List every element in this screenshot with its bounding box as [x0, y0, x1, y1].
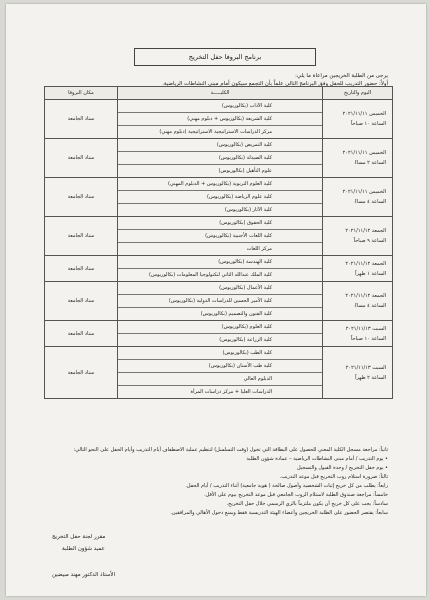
college-name: كلية العلوم (بكالوريوس): [118, 321, 322, 334]
document-page: [6, 4, 426, 596]
note-line: سابعاً: يقتصر الحضور على الطلبة الخريجين وأعضاء الهيئة التدريسية فقط ويمنع دخول الأهالي والمرافقين.: [170, 510, 388, 516]
schedule-table: [44, 86, 393, 399]
college-name: كلية الآثار (بكالوريوس): [224, 207, 272, 213]
day-cell: [323, 256, 393, 282]
note-line: رابعاً: يطلب من كل خريج إثبات الشخصية وأصول صالحة ( هوية جامعية) أثناء التدريب / أيام الحفل.: [185, 483, 388, 489]
college-name: كلية الشريعة (بكالوريوس + دبلوم مهني): [118, 113, 322, 126]
place-cell: ستاد الجامعة: [45, 347, 118, 399]
note-line: خامساً: مراجعة صندوق الطلبة لاستلام الروب الجامعي قبل موعد التخريج بيوم على الأقل.: [204, 492, 388, 498]
table-row: [45, 282, 393, 321]
college-name: كلية الأمير الحسين للدراسات الدولية (بكالوريوس): [118, 295, 322, 308]
table-row: [45, 139, 393, 178]
day-date: الخميس ٢٠٢١/١١/١١: [342, 111, 386, 117]
college-name: الدراسات العليا + مركز دراسات المرأة: [190, 389, 272, 395]
place-cell: ستاد الجامعة: [45, 321, 118, 347]
day-time: الساعة ٤ مساءً: [354, 303, 386, 309]
signature-title: مقرر لجنة حفل التخريج: [52, 534, 106, 540]
college-name: كلية طب الأسنان (بكالوريوس): [118, 360, 322, 373]
note-line: ثانياً: مراجعة مسجل الكلية المعني للحصول على البطاقة التي تخول (وقت التسلسل) لتنظيم عملية الاصطفاف أيام التدريب وأيام الحفل على النحو التالي:: [73, 447, 388, 453]
day-time: الساعة ٢ مساءً: [354, 160, 386, 166]
day-date: السبت ٢٠٢١/١١/١٣: [345, 364, 386, 371]
day-cell: [323, 217, 393, 256]
colleges-cell: [118, 139, 323, 178]
day-date: الجمعة ٢٠٢١/١١/١٢: [345, 228, 386, 234]
colleges-cell: [118, 178, 323, 217]
day-cell: [323, 347, 393, 399]
day-cell: [323, 282, 393, 321]
day-date: الجمعة ٢٠٢١/١١/١٢: [345, 260, 386, 267]
place-cell: ستاد الجامعة: [45, 217, 118, 256]
colleges-cell: [118, 256, 323, 282]
college-name: كلية الصيدلة (بكالوريوس): [118, 152, 322, 165]
college-name: كلية العلوم التربوية (بكالوريوس + الدبلوم المهني): [118, 178, 322, 191]
note-line: • يوم حفل التخريج / وحدة القبول والتسجيل: [297, 465, 388, 471]
document-title: برنامج البروفا حفل التخريج: [134, 48, 316, 66]
note-line: • يوم التدريب / أمام مبنى النشاطات الرياضية – عمادة شؤون الطلبة: [246, 456, 388, 462]
table-row: [45, 217, 393, 256]
note-line: ثالثاً: ضرورة استلام روب التخريج قبل موعد التدريب.: [279, 474, 388, 480]
college-name: كلية التمريض (بكالوريوس): [118, 139, 322, 152]
colleges-cell: [118, 321, 323, 347]
college-name: كلية الملك عبدالله الثاني لتكنولوجيا المعلومات (بكالوريوس): [149, 272, 272, 278]
place-cell: ستاد الجامعة: [45, 100, 118, 139]
table-row: [45, 100, 393, 139]
colleges-cell: [118, 282, 323, 321]
day-date: السبت ٢٠٢١/١١/١٣: [345, 325, 386, 332]
college-name: كلية الزراعة (بكالوريوس): [219, 337, 272, 343]
day-date: الخميس ٢٠٢١/١١/١١: [342, 150, 386, 156]
colleges-cell: [118, 217, 323, 256]
college-name: كلية اللغات الأجنبية (بكالوريوس): [118, 230, 322, 243]
signature-role: عميد شؤون الطلبة: [62, 546, 105, 552]
signature-name: الأستاذ الدكتور مهند مبيضين: [52, 572, 116, 578]
day-cell: [323, 321, 393, 347]
table-row: [45, 256, 393, 282]
college-name: كلية الفنون والتصميم (بكالوريوس): [200, 311, 272, 317]
note-line: سادساً: يجب على كل خريج أن يكون ملتزماً بالزي الرسمي خلال حفل التخريج.: [226, 501, 388, 507]
day-cell: [323, 139, 393, 178]
intro-line: أولاً: حضور التدريب للحفل وفق البرنامج التالي علماً بأن التجمع سيكون أمام مبنى النشاطات الرياضية.: [162, 81, 388, 87]
colleges-cell: [118, 100, 323, 139]
day-date: الجمعة ٢٠٢١/١١/١٢: [345, 293, 386, 299]
place-cell: ستاد الجامعة: [45, 256, 118, 282]
header-colleges: الكليـــــة: [118, 87, 323, 100]
table-row: [45, 178, 393, 217]
day-time: الساعة ١ ظهراً: [355, 270, 386, 277]
day-time: الساعة ٩ صباحاً: [353, 238, 386, 244]
college-name: علوم التأهيل (بكالوريوس): [218, 168, 272, 174]
place-cell: ستاد الجامعة: [45, 139, 118, 178]
day-cell: [323, 178, 393, 217]
colleges-cell: [118, 347, 323, 399]
notes-section: [28, 446, 388, 518]
college-name: كلية الهندسة (بكالوريوس): [118, 256, 322, 269]
college-name: كلية الحقوق (بكالوريوس): [118, 217, 322, 230]
table-row: [45, 321, 393, 347]
day-time: الساعة ٢ ظهراً: [355, 374, 386, 381]
intro-line: يرجى من الطلبة الخريجين مراعاة ما يلي:: [295, 73, 388, 79]
table-row: [45, 347, 393, 399]
college-name: مركز اللغات: [246, 246, 272, 252]
table-header-row: [45, 87, 393, 100]
college-name: كلية علوم الرياضة (بكالوريوس): [118, 191, 322, 204]
day-time: الساعة ١٠ صباحاً: [350, 121, 386, 127]
header-place: مكان البروفا: [45, 87, 118, 100]
college-name: مركز الدراسات الاستراتيجية الاستراتيجية (دبلوم مهني): [159, 129, 272, 135]
college-name: الدبلوم العالي: [118, 373, 322, 386]
header-day: اليوم والتاريخ: [323, 87, 393, 100]
day-cell: [323, 100, 393, 139]
day-time: الساعة ٤ مساءً: [354, 199, 386, 205]
college-name: كلية الطب (بكالوريوس): [118, 347, 322, 360]
schedule-body: [45, 100, 393, 399]
place-cell: ستاد الجامعة: [45, 282, 118, 321]
day-date: الخميس ٢٠٢١/١١/١١: [342, 189, 386, 195]
place-cell: ستاد الجامعة: [45, 178, 118, 217]
day-time: الساعة ١٠ صباحاً: [350, 335, 386, 342]
college-name: كلية الأعمال (بكالوريوس): [118, 282, 322, 295]
college-name: كلية الآداب (بكالوريوس): [118, 100, 322, 113]
